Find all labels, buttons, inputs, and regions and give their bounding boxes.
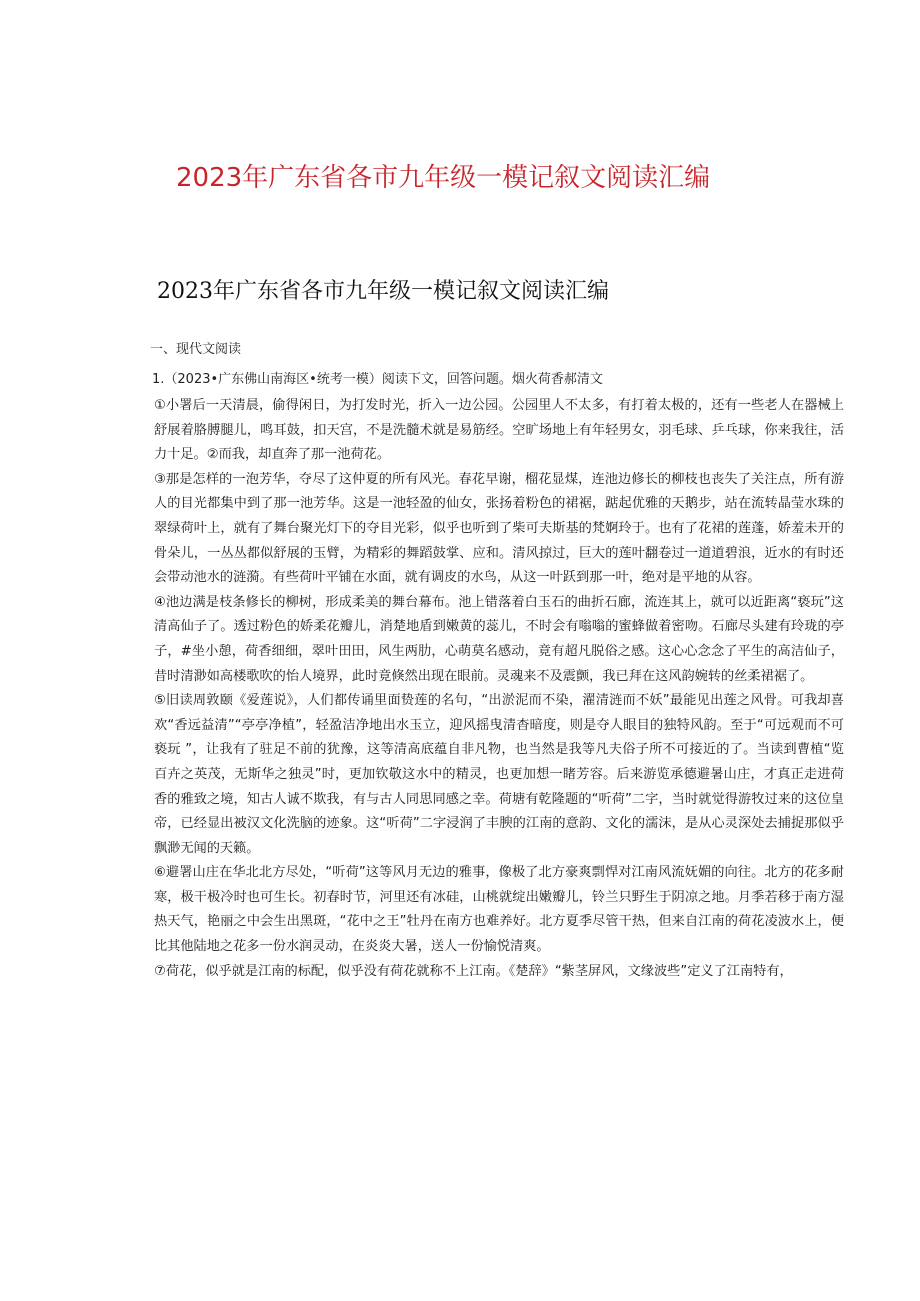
section-heading: 一、现代文阅读 (150, 342, 242, 357)
question-intro: 1.（2023•广东佛山南海区•统考一模）阅读下文，回答问题。烟火荷香郝清文 (152, 372, 603, 387)
paragraph-6: ⑦荷花，似乎就是江南的标配，似乎没有荷花就称不上江南。《楚辞》“紫茎屏风，文缘波些”定义了江南特有， (154, 963, 793, 979)
paragraph-3: ④池边满是枝条修长的柳树，形成柔美的舞台幕布。池上错落着白玉石的曲折石廊，流连其上，就可以近距离“亵玩”这清高仙子了。透过粉色的娇柔花瓣儿，消楚地盾到嫩黄的蕊儿，不时会有嗡嗡的蜜蜂做着密吻。石廊尽头建有玲珑的亭子，#坐小憩，荷香细细，翠叶田田，风生两肋，心萌莫名感动，竟有超凡脱俗之感。这心心念念了平生的高洁仙子，昔时清渺如高楼歌吹的怡人境界，此时竟倏然出现在眼前。灵魂来不及震颤，我已拜在这风韵婉转的丝柔裙裾了。 (154, 594, 844, 684)
paragraph-1: ①小署后一天清晨，偷得闲日，为打发时光，折入一边公园。公园里人不太多，有打着太极的，还有一些老人在器械上舒展着胳膊腿儿，鸣耳鼓，扣天宫，不是洗髓术就是易筋经。空旷场地上有年轻男女，羽毛球、乒乓球，你来我往，活力十足。②而我，却直奔了那一池荷花。 (154, 398, 844, 463)
document-title: 2023年广东省各市九年级一模记叙文阅读汇编 (157, 279, 609, 304)
reading-passage (154, 394, 844, 984)
cover-title: 2023年广东省各市九年级一模记叙文阅读汇编 (176, 163, 711, 193)
paragraph-2: ③那是怎样的一泡芳华，夺尽了这仲夏的所有风光。春花早谢，榴花显煤，连池边修长的柳枝也丧失了关注点，所有游人的目光都集中到了那一池芳华。这是一池轻盈的仙女，张扬着粉色的裙裾，踮起优雅的天鹅步，站在流转晶莹水珠的翠绿荷叶上，就有了舞台聚光灯下的夺目光彩，似乎也听到了柴可夫斯基的梵婀玲于。也有了花裙的莲蓬，娇羞未开的骨朵儿，一丛丛都似舒展的玉臂，为精彩的舞蹈鼓掌、应和。清风掠过，巨大的莲叶翻卷过一道道碧浪，近水的有时还会带动池水的涟漪。有些荷叶平铺在水面，就有调皮的水鸟，从这一叶跃到那一叶，绝对是平地的从容。 (154, 471, 844, 586)
paragraph-4: ⑤旧读周敦颐《爱莲说》，人们都传诵里面贽莲的名句，“出淤泥而不染，濯清涟而不妖”最能见出莲之风骨。可我却喜欢“香远益清”“亭亭净植”，轻盈洁净地出水玉立，迎风摇曳清杳暗度，则是夺人眼目的独特风韵。至于“可远观而不可亵玩 ”，让我有了驻足不前的犹豫，这等清高底蕴自非凡物，也当然是我等凡夫俗子所不可接近的了。当读到曹植“览百卉之英茂，无斯华之独灵”时，更加钦敬这水中的精灵，也更加想一睹芳容。后来游览承德避暑山庄，才真正走进荷香的雅致之境，知古人诚不欺我，有与古人同思同感之幸。荷塘有乾隆题的“听荷”二字，当时就觉得游牧过来的这位皇帝，已经显出被汉文化洗脑的迹象。这“听荷”二字浸润了丰腴的江南的意韵、文化的濡沫，是从心灵深处去捕捉那似乎飘渺无闻的天籁。 (154, 693, 844, 856)
paragraph-5: ⑥避署山庄在华北北方尽处，“听荷”这等风月无边的雅事，像极了北方豪爽剽悍对江南风流妩媚的向往。北方的花多耐寒，极干极冷时也可生长。初春时节，河里还有冰硅，山桃就绽出嫩瓣儿，铃兰只野生于阴凉之地。月季若移于南方湿热天气，艳丽之中会生出黑斑，“花中之王”牡丹在南方也难养好。北方夏季尽管干热，但来自江南的荷花凌波水上，便比其他陆地之花多一份水润灵动，在炎炎大暑，送人一份愉悦清爽。 (154, 865, 844, 955)
